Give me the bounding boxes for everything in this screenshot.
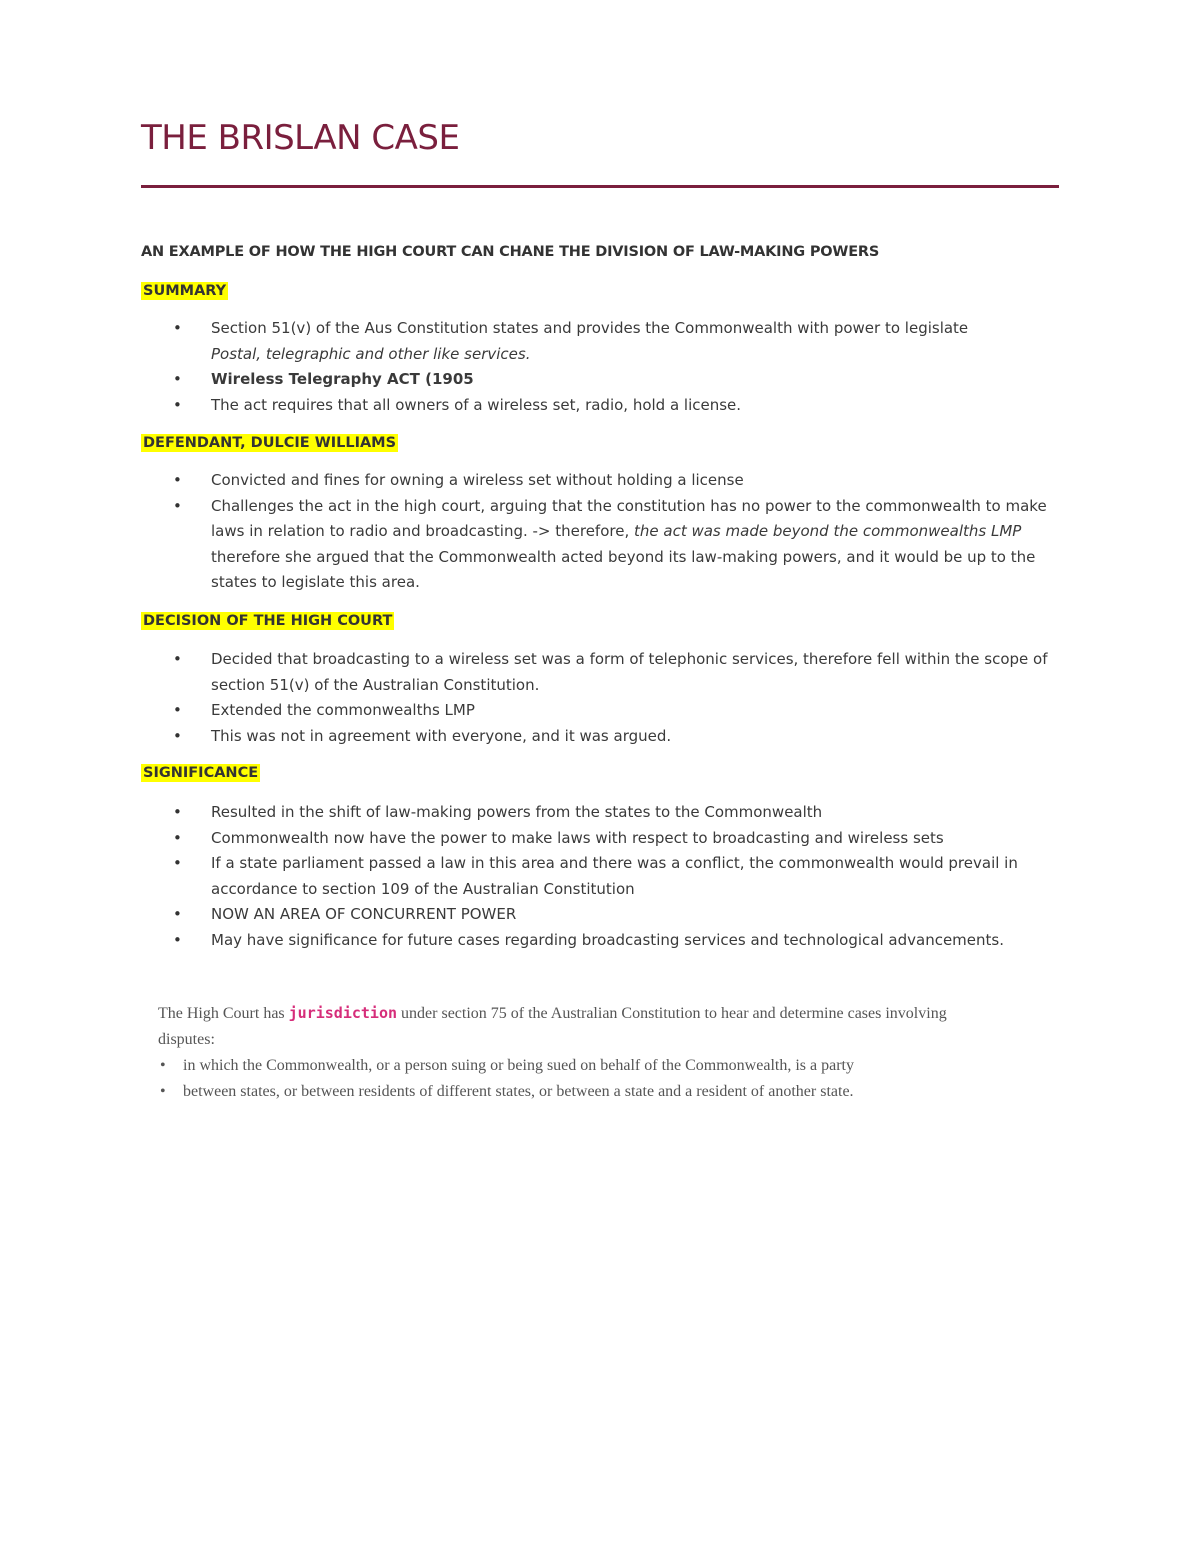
list-item: [141, 316, 1071, 367]
list-item: [141, 494, 1071, 596]
list-item: [141, 367, 1071, 393]
defendant-item-2-italic: the act was made beyond the commonwealths LMP: [634, 522, 1022, 540]
excerpt-list: [158, 1053, 958, 1105]
decision-list: [141, 647, 1071, 749]
defendant-list: [141, 468, 1071, 596]
excerpt-keyword: jurisdiction: [288, 1004, 398, 1022]
decision-heading: DECISION OF THE HIGH COURT: [143, 613, 393, 629]
list-item: [141, 826, 1071, 852]
list-item: [141, 902, 1071, 928]
excerpt-intro-text: The High Court has: [158, 1005, 289, 1022]
significance-heading: SIGNIFICANCE: [143, 765, 259, 781]
excerpt-bullet-1: in which the Commonwealth, or a person suing or being sued on behalf of the Commonwealth, is a party: [183, 1057, 854, 1074]
title-divider: [141, 185, 1059, 188]
excerpt-intro-text-end: under section 75 of the Australian Constitution to hear and determine cases involving disputes:: [158, 1005, 947, 1048]
significance-item-4-text: NOW AN AREA OF CONCURRENT POWER: [211, 905, 517, 923]
summary-item-2-text: Wireless Telegraphy ACT (1905: [211, 370, 474, 388]
list-item: [158, 1079, 958, 1105]
list-item: [141, 928, 1071, 954]
significance-item-2-text: Commonwealth now have the power to make laws with respect to broadcasting and wireless sets: [211, 828, 944, 847]
defendant-item-1-text: Convicted and fines for owning a wireless set without holding a license: [211, 471, 744, 489]
significance-item-3-text: If a state parliament passed a law in this area and there was a conflict, the commonwealth would prevail in accordance to section 109 of the Australian Constitution: [211, 854, 1018, 898]
significance-list: [141, 800, 1071, 953]
defendant-item-2-text: Challenges the act in the high court, arguing that the constitution has no power to the commonwealth to make laws in relation to radio and broadcasting. -> therefore,: [211, 496, 1047, 540]
excerpt-bullet-2: between states, or between residents of different states, or between a state and a resident of another state.: [183, 1083, 854, 1100]
significance-item-5-text: May have significance for future cases regarding broadcasting services and technological advancements.: [211, 930, 1004, 949]
list-item: [158, 1053, 958, 1079]
document-subtitle: AN EXAMPLE OF HOW THE HIGH COURT CAN CHANE THE DIVISION OF LAW-MAKING POWERS: [141, 244, 880, 260]
list-item: [141, 724, 1071, 750]
list-item: [141, 393, 1071, 419]
defendant-heading: DEFENDANT, DULCIE WILLIAMS: [143, 435, 397, 451]
decision-item-2-text: Extended the commonwealths LMP: [211, 701, 475, 719]
document-title: THE BRISLAN CASE: [141, 118, 460, 158]
summary-list: [141, 316, 1071, 418]
significance-item-1-text: Resulted in the shift of law-making powers from the states to the Commonwealth: [211, 803, 823, 821]
excerpt-intro: [158, 1000, 958, 1053]
summary-item-1-text: Section 51(v) of the Aus Constitution states and provides the Commonwealth with power to legislate: [211, 319, 969, 337]
list-item: [141, 800, 1071, 826]
summary-item-3-text: The act requires that all owners of a wireless set, radio, hold a license.: [211, 395, 742, 414]
summary-item-1-italic: Postal, telegraphic and other like services.: [211, 344, 531, 363]
decision-item-1-text: Decided that broadcasting to a wireless set was a form of telephonic services, therefore fell within the scope of section 51(v) of the Australian Constitution.: [211, 650, 1048, 694]
list-item: [141, 851, 1071, 902]
defendant-item-2-text-end: therefore she argued that the Commonwealth acted beyond its law-making powers, and it would be up to the states to legislate this area.: [211, 547, 1036, 591]
list-item: [141, 468, 1071, 494]
summary-heading: SUMMARY: [143, 283, 227, 299]
pasted-textbook-excerpt: [158, 1000, 958, 1105]
list-item: [141, 698, 1071, 724]
decision-item-3-text: This was not in agreement with everyone, and it was argued.: [211, 726, 672, 745]
list-item: [141, 647, 1071, 698]
